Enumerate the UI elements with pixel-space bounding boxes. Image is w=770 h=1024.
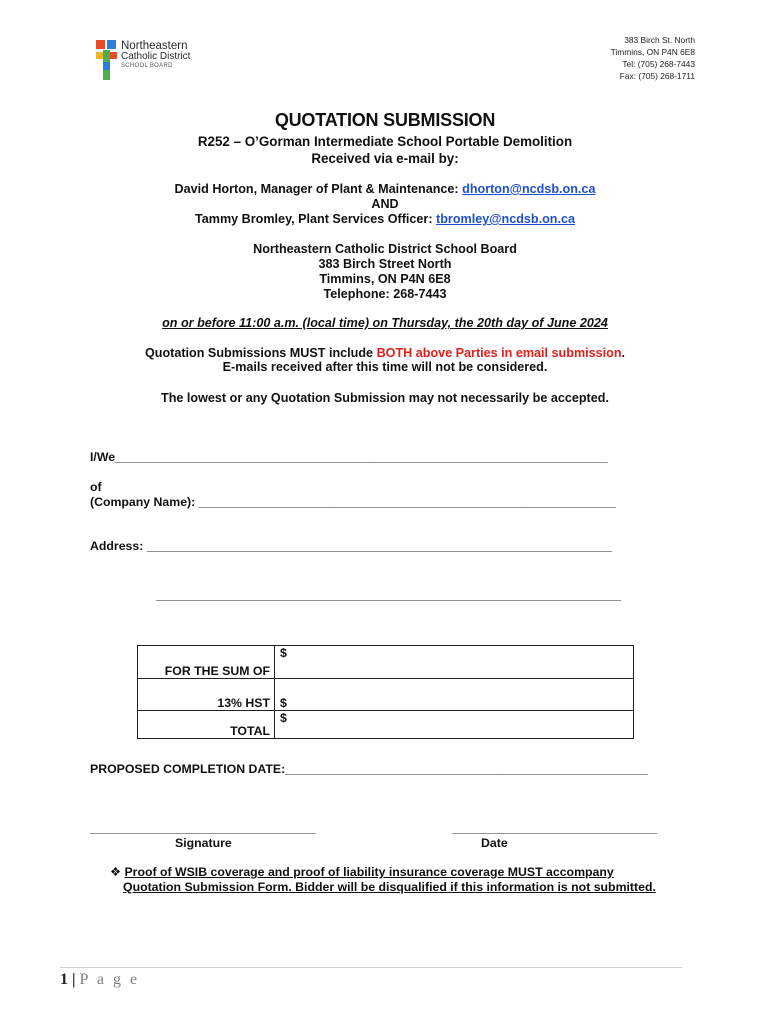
header-address bbox=[611, 34, 695, 82]
contact-1 bbox=[0, 181, 770, 197]
logo-line-2: Catholic District bbox=[121, 51, 191, 63]
signature-label: Signature bbox=[175, 836, 232, 850]
header-tel: Tel: (705) 268-7443 bbox=[622, 59, 695, 69]
completion-date-field[interactable]: PROPOSED COMPLETION DATE:_____________________________________________________ bbox=[90, 762, 648, 776]
diamond-bullet-icon: ❖ bbox=[110, 865, 122, 879]
sum-label: FOR THE SUM OF bbox=[138, 646, 275, 679]
signature-line[interactable]: _________________________________ bbox=[90, 821, 316, 835]
page-title: QUOTATION SUBMISSION bbox=[274, 110, 496, 130]
address-field-line-2[interactable]: ____________________________________________________________________ bbox=[156, 588, 622, 602]
board-street: 383 Birch Street North bbox=[318, 257, 452, 271]
sum-currency: $ bbox=[280, 646, 287, 660]
board-telephone: Telephone: 268-7443 bbox=[323, 287, 447, 301]
page-number: 1 bbox=[60, 971, 68, 988]
page-label: P a g e bbox=[79, 971, 140, 988]
sum-amount-field[interactable] bbox=[275, 646, 634, 679]
total-currency: $ bbox=[280, 711, 287, 725]
of-label: of bbox=[90, 480, 102, 494]
board-city: Timmins, ON P4N 6E8 bbox=[319, 272, 451, 286]
date-label: Date bbox=[481, 836, 508, 850]
proof-line-1: Proof of WSIB coverage and proof of liability insurance coverage MUST accompany bbox=[124, 865, 614, 879]
date-line[interactable]: ______________________________ bbox=[452, 821, 658, 835]
and-text: AND bbox=[371, 197, 399, 211]
quotation-sum-table bbox=[137, 645, 634, 739]
header-fax: Fax: (705) 268-1711 bbox=[619, 71, 695, 81]
logo-line-1: Northeastern bbox=[121, 40, 188, 52]
contact-2-label: Tammy Bromley, Plant Services Officer: bbox=[195, 212, 437, 226]
project-name: R252 – O’Gorman Intermediate School Portable Demolition bbox=[197, 134, 573, 149]
contact-1-label: David Horton, Manager of Plant & Maintenance: bbox=[174, 182, 463, 196]
hst-currency: $ bbox=[280, 696, 287, 710]
address-field[interactable]: Address: ____________________________________________________________________ bbox=[90, 539, 612, 553]
hst-label: 13% HST bbox=[138, 679, 275, 711]
page-separator: | bbox=[68, 971, 80, 988]
deadline: on or before 11:00 a.m. (local time) on Thursday, the 20th day of June 2024 bbox=[162, 316, 608, 330]
total-amount-field[interactable] bbox=[275, 711, 634, 739]
lowest-notice: The lowest or any Quotation Submission may not necessarily be accepted. bbox=[161, 391, 609, 405]
notice-part-3: . bbox=[621, 346, 626, 360]
contact-2-email-link[interactable]: tbromley@ncdsb.on.ca bbox=[436, 212, 575, 226]
board-name: Northeastern Catholic District School Board bbox=[253, 242, 517, 256]
header-city: Timmins, ON P4N 6E8 bbox=[610, 47, 695, 57]
contact-1-email-link[interactable]: dhorton@ncdsb.on.ca bbox=[462, 182, 596, 196]
notice-emphasis: BOTH above Parties in email submission bbox=[376, 346, 622, 360]
received-via: Received via e-mail by: bbox=[311, 151, 459, 166]
contact-2 bbox=[0, 211, 770, 227]
logo-line-3: SCHOOL BOARD bbox=[121, 62, 173, 69]
company-name-field[interactable]: (Company Name): _____________________________________________________________ bbox=[90, 495, 616, 509]
school-board-logo bbox=[96, 40, 196, 82]
notice-part-1: Quotation Submissions MUST include bbox=[144, 346, 377, 360]
page-footer bbox=[60, 971, 140, 989]
proof-notice bbox=[110, 865, 656, 895]
total-label: TOTAL bbox=[138, 711, 275, 739]
proof-line-2: Quotation Submission Form. Bidder will be disqualified if this information is not submitted. bbox=[123, 880, 656, 894]
notice-line-2: E-mails received after this time will not be considered. bbox=[222, 360, 548, 374]
hst-amount-field[interactable] bbox=[275, 679, 634, 711]
cross-logo-icon bbox=[96, 40, 118, 82]
footer-divider bbox=[60, 967, 682, 968]
iwe-field[interactable]: I/We________________________________________________________________________ bbox=[90, 450, 608, 464]
header-street: 383 Birch St. North bbox=[624, 35, 695, 45]
